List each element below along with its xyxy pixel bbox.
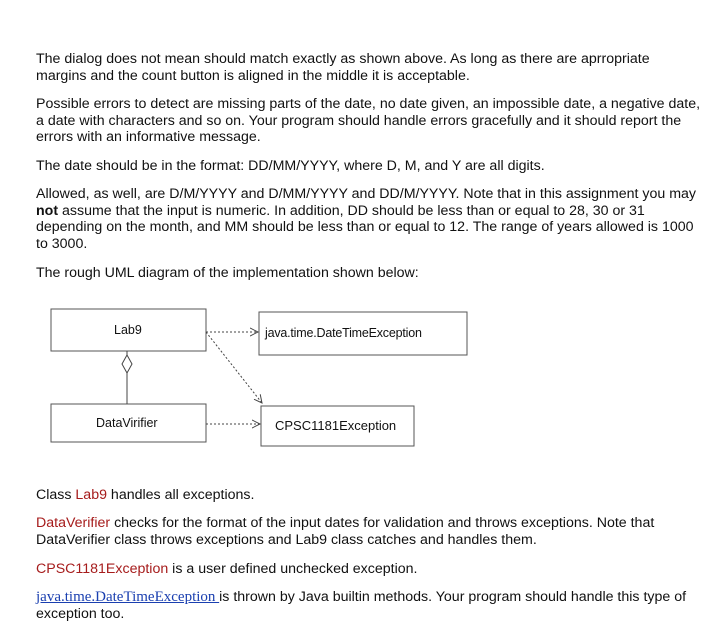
data-verifier-description-text: checks for the format of the input dates for validation and throws exceptions. Note that DataVerifier class throws exceptions and Lab9 class catches and handles them. xyxy=(36,515,655,548)
cpsc-exception-class-name: CPSC1181Exception xyxy=(36,561,169,577)
lab9-class-name: Lab9 xyxy=(75,487,107,503)
lab9-prefix: Class xyxy=(36,487,76,503)
data-verifier-description xyxy=(36,515,701,548)
data-verifier-class-name: DataVerifier xyxy=(36,515,111,531)
java-exception-description xyxy=(36,589,701,622)
errors-paragraph: Possible errors to detect are missing parts of the date, no date given, an impossible date, a negative date, a date with characters and so on. Your program should handle errors gracefully and it should report the errors with an informative message. xyxy=(36,96,701,145)
composition-diamond xyxy=(122,355,132,373)
cpsc-exception-description xyxy=(36,561,701,578)
allowed-text-part1: Allowed, as well, are D/M/YYYY and D/MM/YYYY and DD/M/YYYY. Note that in this assignment you may xyxy=(36,186,697,202)
lab9-to-custom-arrow xyxy=(206,332,262,403)
custom-exception-box-label: CPSC1181Exception xyxy=(275,418,397,433)
java-exception-description-text: is thrown by Java builtin methods. Your program should handle this type of exception too. xyxy=(36,589,687,622)
format-paragraph: The date should be in the format: DD/MM/YYYY, where D, M, and Y are all digits. xyxy=(36,158,545,174)
data-verifier-box-label: DataVirifier xyxy=(96,416,158,430)
uml-intro-paragraph: The rough UML diagram of the implementation shown below: xyxy=(36,265,419,281)
datetime-exception-box-label: java.time.DateTimeException xyxy=(265,326,422,340)
allowed-text-part2: assume that the input is numeric. In addition, DD should be less than or equal to 28, 30 or 31 depending on the month, and MM should be less than or equal to 12. The range of years allowed is 1000 to 3000. xyxy=(36,202,694,252)
lab9-description xyxy=(36,487,701,504)
allowed-bold-not: not xyxy=(36,202,59,219)
dialog-note-paragraph: The dialog does not mean should match exactly as shown above. As long as there are aprropriate margins and the count button is aligned in the middle it is acceptable. xyxy=(36,51,650,84)
cpsc-exception-description-text: is a user defined unchecked exception. xyxy=(168,561,418,577)
lab9-box-label: Lab9 xyxy=(114,323,142,337)
java-exception-link[interactable]: java.time.DateTimeException xyxy=(36,589,220,605)
lab9-description-text: handles all exceptions. xyxy=(106,487,255,503)
